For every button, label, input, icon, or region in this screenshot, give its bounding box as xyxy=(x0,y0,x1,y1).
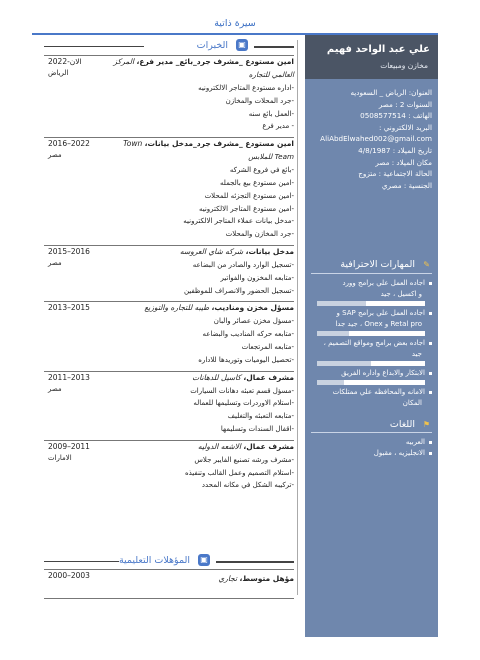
duty-item: -مدخل بيانات عملاء المتاجر الالكترونيه xyxy=(183,217,294,226)
entry-rule xyxy=(44,440,294,441)
heading-line-left xyxy=(44,561,119,562)
duty-item: -امين مستودع التجزئه للمحلات xyxy=(204,191,294,200)
education-heading xyxy=(44,556,294,568)
duty-item: -جرد المحلات والمخازن xyxy=(225,96,294,105)
duty-item: -مشرف ورشه تصنيع الفايبر جلاس xyxy=(194,455,294,464)
company-name: كاسيل للدهانات xyxy=(192,372,242,382)
skills-title: المهارات الاحترافية xyxy=(340,259,415,270)
duty-item: -متابعه المرتجعات xyxy=(241,343,294,351)
entry-rule xyxy=(44,137,294,138)
languages-rule xyxy=(311,432,432,433)
contact-line: تاريخ الميلاد : 4/8/1987 xyxy=(358,145,432,155)
entry-title xyxy=(198,442,294,451)
entry-date: 2013–2015 xyxy=(48,303,90,313)
entry-location: الامارات xyxy=(48,453,72,462)
duty-item: -بائع في فروع الشركه xyxy=(229,166,294,175)
column-divider xyxy=(297,40,298,595)
skill-item xyxy=(308,278,432,300)
skill-text: اجاده العمل علي برامج وورد xyxy=(308,278,432,289)
skill-level-bar xyxy=(317,361,425,366)
contact-line: الهاتف : 0508577514 xyxy=(360,111,432,121)
contact-line: العنوان: الرياض _ السعوديه xyxy=(350,88,432,97)
language-item: العربيه xyxy=(308,437,432,448)
entry-date: 2022-الان xyxy=(48,57,82,66)
company-name: شركه شاي العروسه xyxy=(179,247,244,256)
languages-heading xyxy=(390,419,430,430)
skill-text: و اكسيل ، جيد xyxy=(380,290,422,298)
contact-line: AliAbdElwahed002@gmail.com xyxy=(320,134,432,144)
duty-item: -متابعه المخزون والفواتير xyxy=(220,273,294,282)
duty-item: -مسؤل قسم تعبئه دهانات السيارات xyxy=(190,386,294,395)
field: تجاري xyxy=(218,574,238,583)
job-role: مشرف عمال، xyxy=(243,372,294,382)
education-title: المؤهلات التعليمية xyxy=(118,555,190,566)
sidebar xyxy=(305,35,438,637)
entry-title xyxy=(180,247,294,256)
duty-item: -استلام التصميم وعمل القالب وتنفيذه xyxy=(184,468,294,477)
skill-text: جيد xyxy=(411,350,422,358)
bullet-icon xyxy=(429,312,432,315)
entry-date: 2009–2011 xyxy=(48,441,90,451)
duty-item: -تسجيل الوارد والصادر من البضاعه xyxy=(192,261,294,269)
duty-item: -اداره مستودع المتاجر الالكترونيه xyxy=(198,84,294,92)
skill-item xyxy=(308,308,432,330)
bullet-icon xyxy=(429,282,432,285)
entry-date: 2015–2016 xyxy=(48,247,90,256)
duty-item: -تحصيل اليوميات وتوريدها للاداره xyxy=(198,355,294,364)
entry-date: 2016–2022 xyxy=(48,139,90,149)
skill-text: الابتكار والابداع واداره الفريق xyxy=(308,368,432,379)
duty-item: -امين مستودع المتاجر الالكترونيه xyxy=(198,204,294,213)
page-title: سيرة ذاتية xyxy=(214,18,256,29)
languages-icon: ⚑ xyxy=(422,420,430,429)
entry-location: مصر xyxy=(48,259,62,267)
skills-icon: ✎ xyxy=(423,260,430,269)
skill-level-fill xyxy=(366,301,425,306)
duty-item: -استلام الاوردرات وتسليمها للعماله xyxy=(193,399,294,408)
skill-level-bar xyxy=(317,380,425,385)
entry-date: 2011–2013 xyxy=(48,372,90,382)
company-name: المركز xyxy=(113,57,135,66)
company-name: الاشعه الدوليه xyxy=(197,441,242,451)
heading-line-left xyxy=(44,46,144,47)
skills-rule xyxy=(311,273,432,274)
skill-item xyxy=(308,387,432,409)
contact-line: الجنسية : مصري xyxy=(381,180,432,190)
company-name-cont: Team للملابس xyxy=(248,152,294,162)
language-item: الانجليزيه ، مقبول xyxy=(308,448,432,459)
job-role: امين مستودع _مشرف جرد_بائع_ مدير فرع، xyxy=(136,57,294,66)
graduation-cap-icon: ▣ xyxy=(198,554,210,566)
education-title xyxy=(218,574,294,583)
bullet-icon xyxy=(429,441,432,444)
duty-item: - مدير فرع xyxy=(262,122,294,131)
person-name: علي عبد الواحد فهيم xyxy=(326,44,430,55)
entry-title xyxy=(114,57,294,66)
entry-location: مصر xyxy=(48,151,62,160)
skill-text: المكان xyxy=(402,399,422,407)
bullet-icon xyxy=(429,372,432,375)
entry-rule xyxy=(44,55,294,56)
entry-rule xyxy=(44,371,294,372)
entry-title xyxy=(144,303,294,312)
bullet-icon xyxy=(429,452,432,455)
experience-heading xyxy=(44,41,294,53)
job-role: مسؤل مخزن ومناديب، xyxy=(211,303,294,313)
skill-text: اجاده بعض برامج ومواقع التصميم ، xyxy=(308,338,432,349)
duty-item: -مسؤل مخزن عصائر والبان xyxy=(213,317,294,326)
job-role: امين مستودع _مشرف جرد_مدخل بيانات، xyxy=(144,139,294,149)
experience-title: الخبرات xyxy=(196,40,228,51)
skill-level-bar xyxy=(317,301,425,306)
duty-item: -العمل بائع سنه xyxy=(248,109,294,118)
company-name: طيبه للتجاره والتوزيع xyxy=(144,303,210,313)
contact-line: مكان الميلاد : مصر xyxy=(375,157,432,167)
education-date: 2000–2003 xyxy=(48,571,90,580)
contact-info xyxy=(306,87,432,191)
skill-text: اجاده العمل علي برامج SAP و xyxy=(308,308,432,319)
heading-line-right xyxy=(216,561,294,563)
briefcase-icon: ▣ xyxy=(236,39,248,51)
skill-item xyxy=(308,368,432,379)
skill-text: الامانه والمحافظه علي ممتلكات xyxy=(308,387,432,398)
degree: مؤهل متوسط، xyxy=(239,574,294,583)
skill-level-fill xyxy=(371,361,425,366)
duty-item: -امين مستودع بيع بالجمله xyxy=(220,179,294,187)
bullet-icon xyxy=(429,391,432,394)
duty-item: -اقفال السندات وتسليمها xyxy=(220,425,294,433)
entry-location: الرياض xyxy=(48,69,69,77)
duty-item: -جرد المخازن والمحلات xyxy=(225,230,294,239)
languages-title: اللغات xyxy=(389,419,415,430)
skill-level-fill xyxy=(349,331,425,336)
skill-item xyxy=(308,338,432,360)
duty-item: -تسجيل الحضور والانصراف للموظفين xyxy=(183,286,294,295)
heading-line-right xyxy=(254,46,294,48)
person-job-title: مخازن ومبيعات xyxy=(380,61,428,70)
skill-level-fill xyxy=(344,380,425,385)
contact-line: الحالة الاجتماعية : متزوج xyxy=(358,169,432,179)
entry-rule xyxy=(44,598,294,599)
entry-rule xyxy=(44,245,294,246)
skills-heading xyxy=(340,259,430,270)
duty-item: -متابعه التعبئه والتغليف xyxy=(227,412,294,421)
entry-rule xyxy=(44,569,294,570)
company-name-cont: العالمي للتجاره xyxy=(248,70,294,79)
entry-rule xyxy=(44,301,294,302)
entry-title xyxy=(123,139,294,148)
sidebar-header xyxy=(305,35,438,79)
duty-item: -متابعه حركه المناديب والبضاعه xyxy=(202,330,294,339)
job-role: مدخل بيانات، xyxy=(245,247,294,256)
company-name: Town xyxy=(123,139,143,149)
contact-line: السنوات 2 : مصر xyxy=(378,99,432,109)
contact-line: البريد الالكتروني : xyxy=(379,122,432,132)
duty-item: -تركيبه الشكل في مكانه المحدد xyxy=(201,481,294,490)
bullet-icon xyxy=(429,342,432,345)
skill-level-bar xyxy=(317,331,425,336)
job-role: مشرف عمال، xyxy=(243,441,294,451)
skill-text: Retal pro و Onex ، جيد جدا xyxy=(335,320,422,328)
entry-title xyxy=(192,373,294,382)
entry-location: مصر xyxy=(48,384,62,393)
